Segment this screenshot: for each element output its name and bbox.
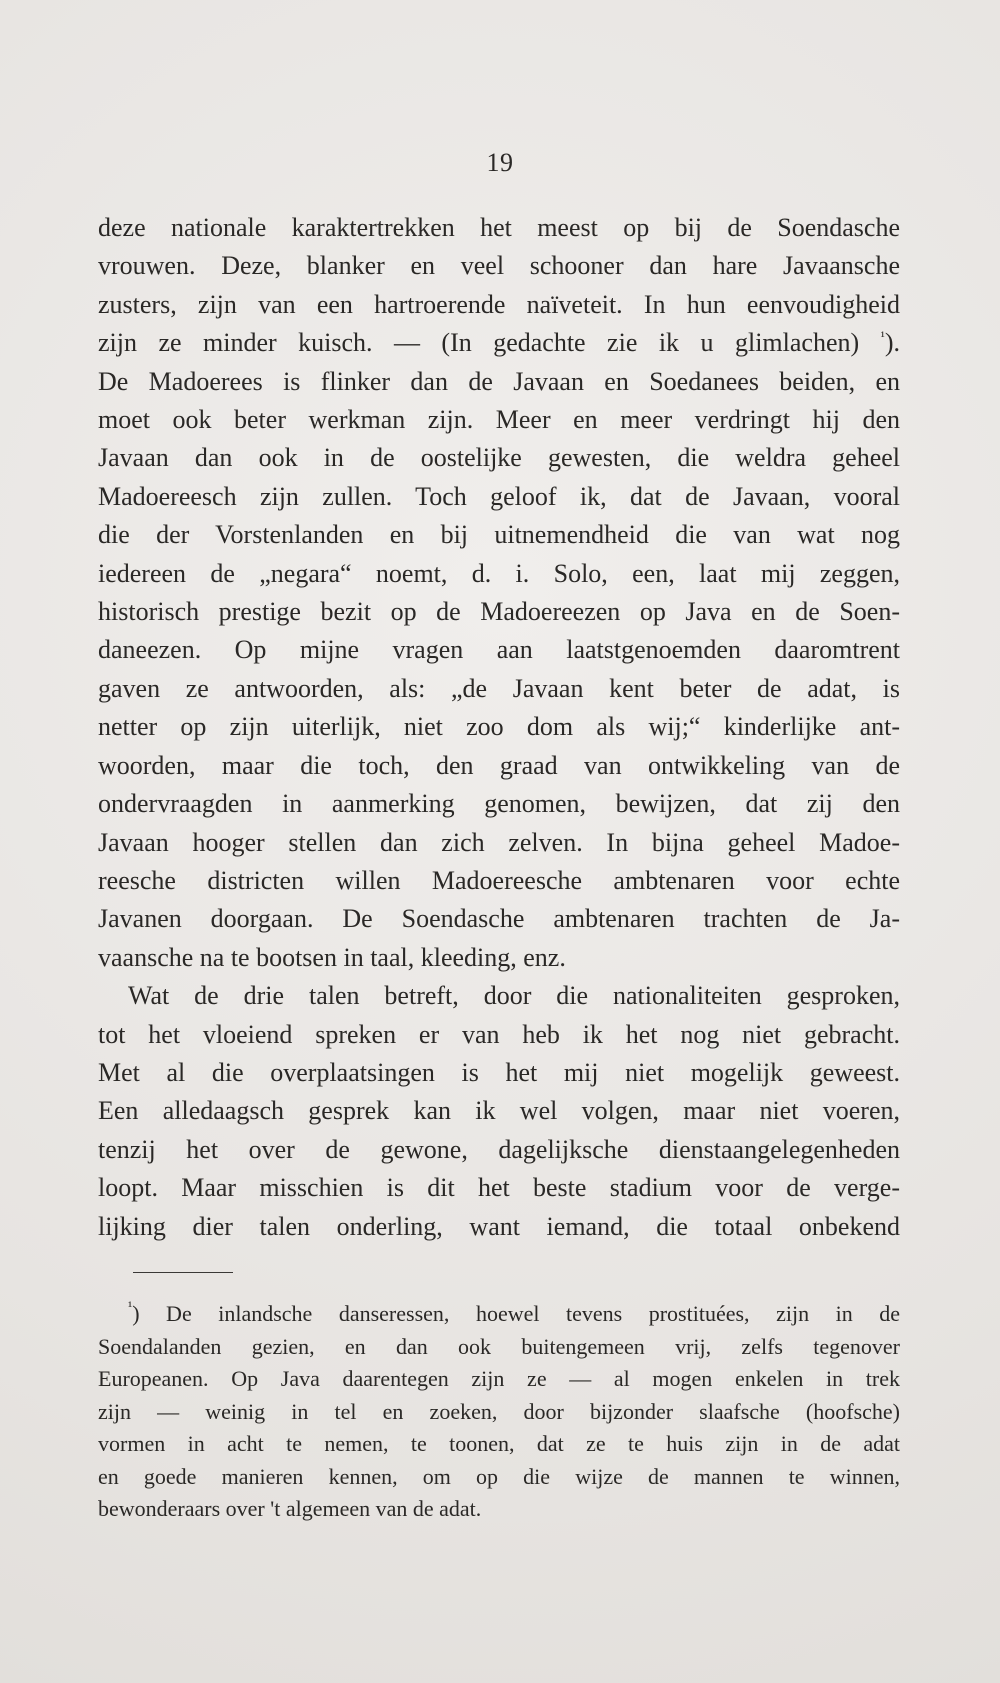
text-line: vrouwen. Deze, blanker en veel schooner dan hare Javaansche bbox=[98, 251, 900, 281]
text-line: netter op zijn uiterlijk, niet zoo dom als wij;“ kinderlijke ant- bbox=[98, 712, 900, 742]
text-line: iedereen de „negara“ noemt, d. i. Solo, een, laat mij zeggen, bbox=[98, 558, 900, 588]
footnote-line bbox=[98, 1298, 900, 1331]
text-line: gaven ze antwoorden, als: „de Javaan kent beter de adat, is bbox=[98, 673, 900, 703]
text-line: daneezen. Op mijne vragen aan laatstgenoemden daaromtrent bbox=[98, 635, 900, 665]
footnote-line: vormen in acht te nemen, te toonen, dat ze te huis zijn in de adat bbox=[98, 1431, 900, 1456]
text-line: woorden, maar die toch, den graad van ontwikkeling van de bbox=[98, 750, 900, 780]
paragraph bbox=[98, 209, 900, 977]
text-line: Javaan hooger stellen dan zich zelven. In bijna geheel Madoe- bbox=[98, 827, 900, 857]
text-line: Wat de drie talen betreft, door die nationaliteiten gesproken, bbox=[128, 981, 900, 1011]
text-line: tot het vloeiend spreken er van heb ik het nog niet gebracht. bbox=[98, 1019, 900, 1049]
text-line: lijking dier talen onderling, want iemand, die totaal onbekend bbox=[98, 1211, 900, 1241]
text-line: reesche districten willen Madoereesche ambtenaren voor echte bbox=[98, 865, 900, 895]
text-line: historisch prestige bezit op de Madoereezen op Java en de Soen- bbox=[98, 597, 900, 627]
footnote-reference-tail: ). bbox=[884, 328, 900, 358]
text-line: Javanen doorgaan. De Soendasche ambtenaren trachten de Ja- bbox=[98, 904, 900, 934]
footnote-marker: ¹ bbox=[128, 1300, 133, 1315]
footnote-line: zijn — weinig in tel en zoeken, door bijzonder slaafsche (hoofsche) bbox=[98, 1398, 900, 1424]
text-line: Een alledaagsch gesprek kan ik wel volgen, maar niet voeren, bbox=[98, 1096, 900, 1126]
footnote-divider bbox=[133, 1272, 233, 1273]
footnote-line: Soendalanden gezien, en dan ook buitengemeen vrij, zelfs tegenover bbox=[98, 1333, 900, 1359]
text-line: vaansche na te bootsen in taal, kleeding, enz. bbox=[98, 942, 566, 972]
text-line: Madoereesch zijn zullen. Toch geloof ik, dat de Javaan, vooral bbox=[98, 481, 900, 511]
footnote-line-content: ) De inlandsche danseressen, hoewel tevens prostituées, zijn in de bbox=[132, 1301, 900, 1326]
page-number: 19 bbox=[486, 148, 514, 177]
text-line: deze nationale karaktertrekken het meest op bij de Soendasche bbox=[98, 213, 900, 242]
text-line: moet ook beter werkman zijn. Meer en meer verdringt hij den bbox=[98, 405, 900, 435]
text-line-with-footnote-ref bbox=[98, 324, 900, 362]
text-line: tenzij het over de gewone, dagelijksche dienstaangelegenheden bbox=[98, 1134, 900, 1164]
text-line: ondervraagden in aanmerking genomen, bewijzen, dat zij den bbox=[98, 789, 900, 819]
paragraph bbox=[98, 977, 900, 1246]
text-line: Met al die overplaatsingen is het mij niet mogelijk geweest. bbox=[98, 1057, 900, 1087]
text-line: loopt. Maar misschien is dit het beste stadium voor de verge- bbox=[98, 1173, 900, 1203]
text-line: zusters, zijn van een hartroerende naïveteit. In hun eenvoudigheid bbox=[98, 289, 900, 319]
text-line-content: zijn ze minder kuisch. — (In gedachte zie ik u glimlachen) bbox=[98, 328, 860, 358]
text-line: De Madoerees is flinker dan de Javaan en Soedanees beiden, en bbox=[98, 366, 900, 396]
footnote-line: en goede manieren kennen, om op die wijze de mannen te winnen, bbox=[98, 1463, 900, 1489]
footnote-line: Europeanen. Op Java daarentegen zijn ze — al mogen enkelen in trek bbox=[98, 1366, 900, 1391]
footnote bbox=[98, 1298, 900, 1526]
text-line: Javaan dan ook in de oostelijke gewesten, die weldra geheel bbox=[98, 443, 900, 473]
footnote-line: bewonderaars over 't algemeen van de adat. bbox=[98, 1496, 482, 1521]
body-text bbox=[98, 209, 900, 1246]
text-line: die der Vorstenlanden en bij uitnemendheid die van wat nog bbox=[98, 520, 900, 550]
footnote-reference: ¹ bbox=[880, 330, 885, 346]
